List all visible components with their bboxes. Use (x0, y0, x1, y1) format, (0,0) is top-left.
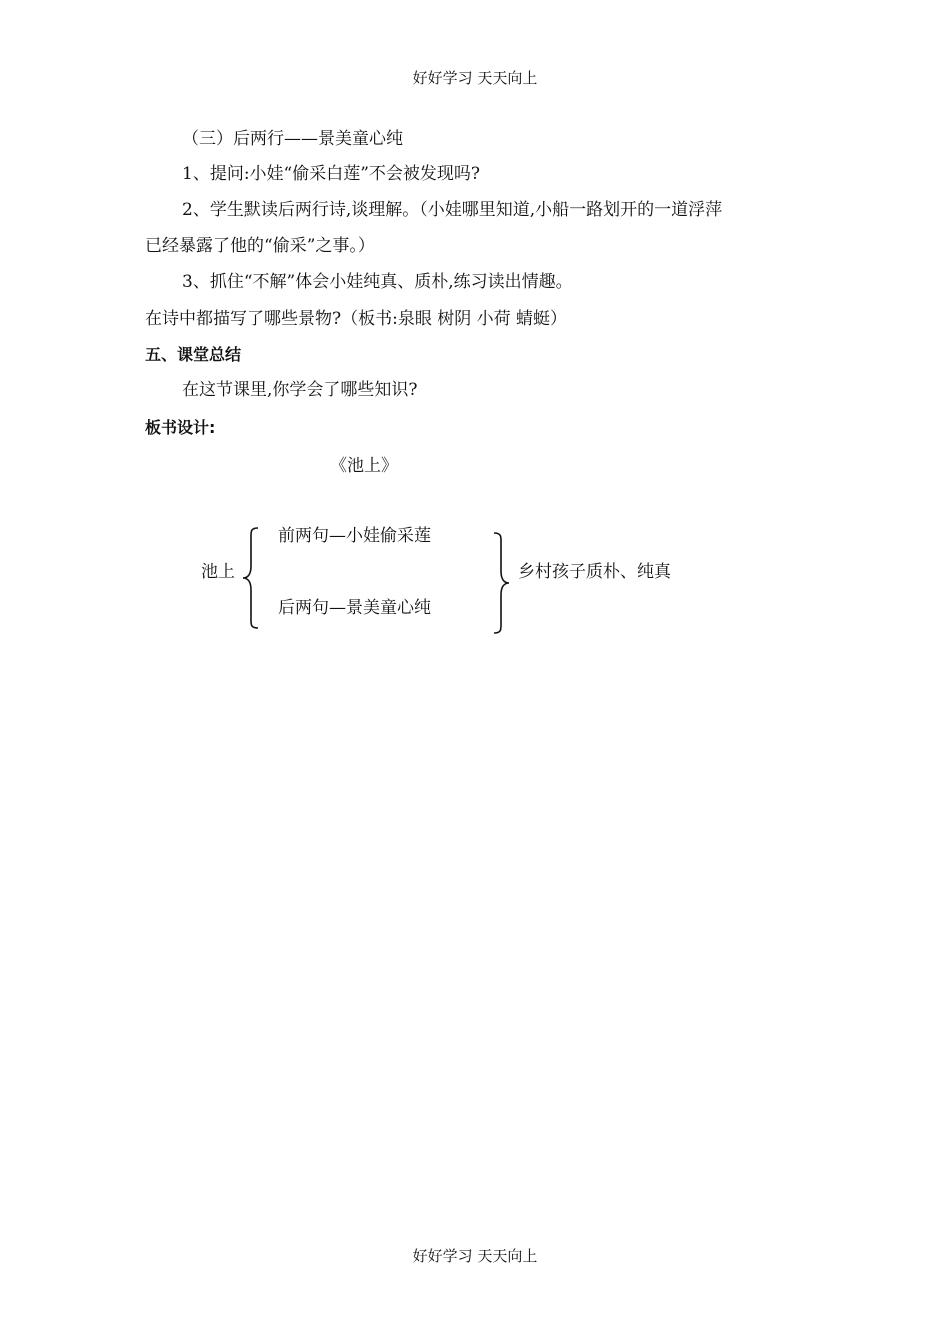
practice-item-3: 3、抓住“不解”体会小娃纯真、质朴,练习读出情趣。 (182, 272, 573, 292)
question-item-1: 1、提问:小娃“偷采白莲”不会被发现吗? (182, 164, 481, 184)
board-left-label: 池上 (201, 562, 235, 582)
section-three-title: （三）后两行——景美童心纯 (182, 129, 403, 149)
summary-question: 在这节课里,你学会了哪些知识? (182, 380, 418, 400)
scenery-question: 在诗中都描写了哪些景物?（板书:泉眼 树阴 小荷 蜻蜓） (145, 309, 568, 329)
board-second-line: 后两句—景美童心纯 (278, 598, 431, 618)
left-brace-icon (240, 526, 264, 630)
right-brace-icon (488, 531, 512, 635)
page-header: 好好学习 天天向上 (412, 69, 538, 87)
discussion-item-2: 2、学生默读后两行诗,谈理解。（小娃哪里知道,小船一路划开的一道浮萍 (182, 200, 723, 220)
board-first-line: 前两句—小娃偷采莲 (278, 526, 431, 546)
board-design-heading: 板书设计: (145, 418, 216, 437)
page-footer: 好好学习 天天向上 (412, 1247, 538, 1265)
board-poem-title: 《池上》 (330, 456, 398, 476)
discussion-item-2-continued: 已经暴露了他的“偷采”之事。） (145, 236, 375, 256)
board-conclusion: 乡村孩子质朴、纯真 (518, 562, 671, 582)
section-five-title: 五、课堂总结 (145, 345, 242, 364)
